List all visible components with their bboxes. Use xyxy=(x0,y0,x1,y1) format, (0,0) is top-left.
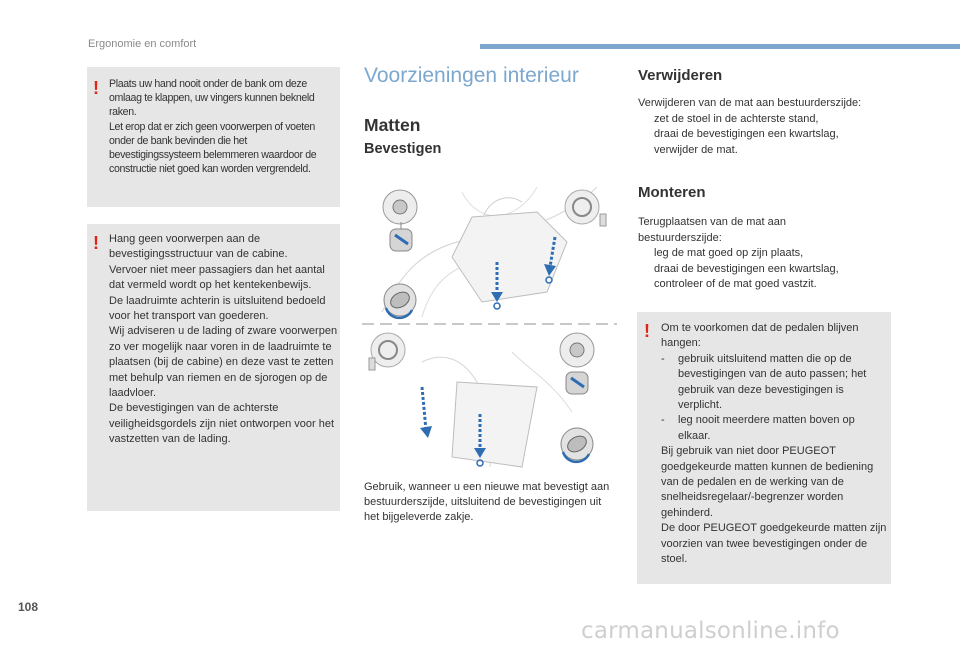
warning-box-pedals xyxy=(637,312,891,584)
mount-intro: Terugplaatsen van de mat aan bestuurderszijde: xyxy=(638,216,786,244)
warning-text: Hang geen voorwerpen aan de bevestigingsstructuur van de cabine. Vervoer niet meer passagiers dan het aantal dat vermeld wordt op het kentekenbewijs. De laadruimte achterin is uitsluitend bedoeld voor het transport van goederen. Wij adviseren u de lading of zware voorwerpen zo ver mogelijk naar voren in de laadruimte te plaatsen (bij de cabine) en deze vast te zetten met behulp van riemen en de sjorogen op de laadvloer. De bevestigingen van de achterste veiligheidsgordels zijn niet ontworpen voor het vastzetten van de lading. xyxy=(109,233,338,446)
section-heading-matten: Matten xyxy=(364,115,421,135)
illustration-caption: Gebruik, wanneer u een nieuwe mat bevestigt aan bestuurderszijde, uitsluitend de bevestigingen uit het bijgeleverde zakje. xyxy=(364,481,610,523)
remove-instructions xyxy=(638,96,898,158)
mount-instructions xyxy=(638,215,839,293)
bullet-icon xyxy=(638,277,654,293)
bullet-icon xyxy=(638,112,654,128)
page-number: 108 xyxy=(18,600,39,614)
list-item: controleer of de mat goed vastzit. xyxy=(638,277,898,293)
bullet-icon xyxy=(638,143,654,159)
warning-icon: ! xyxy=(644,321,650,341)
heading-monteren: Monteren xyxy=(638,184,706,201)
warning-outro: Bij gebruik van niet door PEUGEOT goedgekeurde matten kunnen de bediening van de pedalen en de werking van de snelheidsregelaar/-begrenzer worden gehinderd. De door PEUGEOT goedgekeurde matten zijn voorzien van twee bevestigingen onder de stoel. xyxy=(661,445,887,566)
warning-box-cargo xyxy=(87,224,340,511)
watermark: carmanualsonline.info xyxy=(581,618,840,644)
list-item: - leg nooit meerdere matten boven op elkaar. xyxy=(661,414,855,442)
list-item: zet de stoel in de achterste stand, xyxy=(638,112,898,128)
heading-verwijderen: Verwijderen xyxy=(638,67,723,84)
list-item: draai de bevestigingen een kwartslag, xyxy=(638,262,898,278)
bullet-icon xyxy=(638,262,654,278)
warning-text: Plaats uw hand nooit onder de bank om deze omlaag te klappen, uw vingers kunnen bekneld raken. Let erop dat er zich geen voorwerpen of voeten onder de bank bevinden die het bevestigingssysteem belemmeren waardoor de constructie niet goed kan worden vergrendeld. xyxy=(109,78,317,176)
list-item: draai de bevestigingen een kwartslag, xyxy=(638,127,898,143)
warning-icon: ! xyxy=(93,78,99,98)
warning-box-seat xyxy=(87,67,340,207)
header-accent-bar xyxy=(480,44,960,49)
warning-icon: ! xyxy=(93,233,99,253)
section-label: Ergonomie en comfort xyxy=(88,38,197,50)
warning-intro: Om te voorkomen dat de pedalen blijven hangen: xyxy=(661,322,859,350)
warning-text xyxy=(661,321,887,568)
list-item: - gebruik uitsluitend matten die op de bevestigingen van de auto passen; het gebruik van deze bevestigingen is verplicht. xyxy=(661,352,867,412)
list-item: verwijder de mat. xyxy=(638,143,898,159)
bullet-icon xyxy=(638,127,654,143)
bullet-icon xyxy=(638,246,654,262)
list-item: leg de mat goed op zijn plaats, xyxy=(638,246,898,262)
floor-mat-illustration xyxy=(362,182,617,472)
remove-intro: Verwijderen van de mat aan bestuurderszijde: xyxy=(638,97,862,109)
subheading-bevestigen: Bevestigen xyxy=(364,141,442,157)
page-title: Voorzieningen interieur xyxy=(364,64,579,87)
